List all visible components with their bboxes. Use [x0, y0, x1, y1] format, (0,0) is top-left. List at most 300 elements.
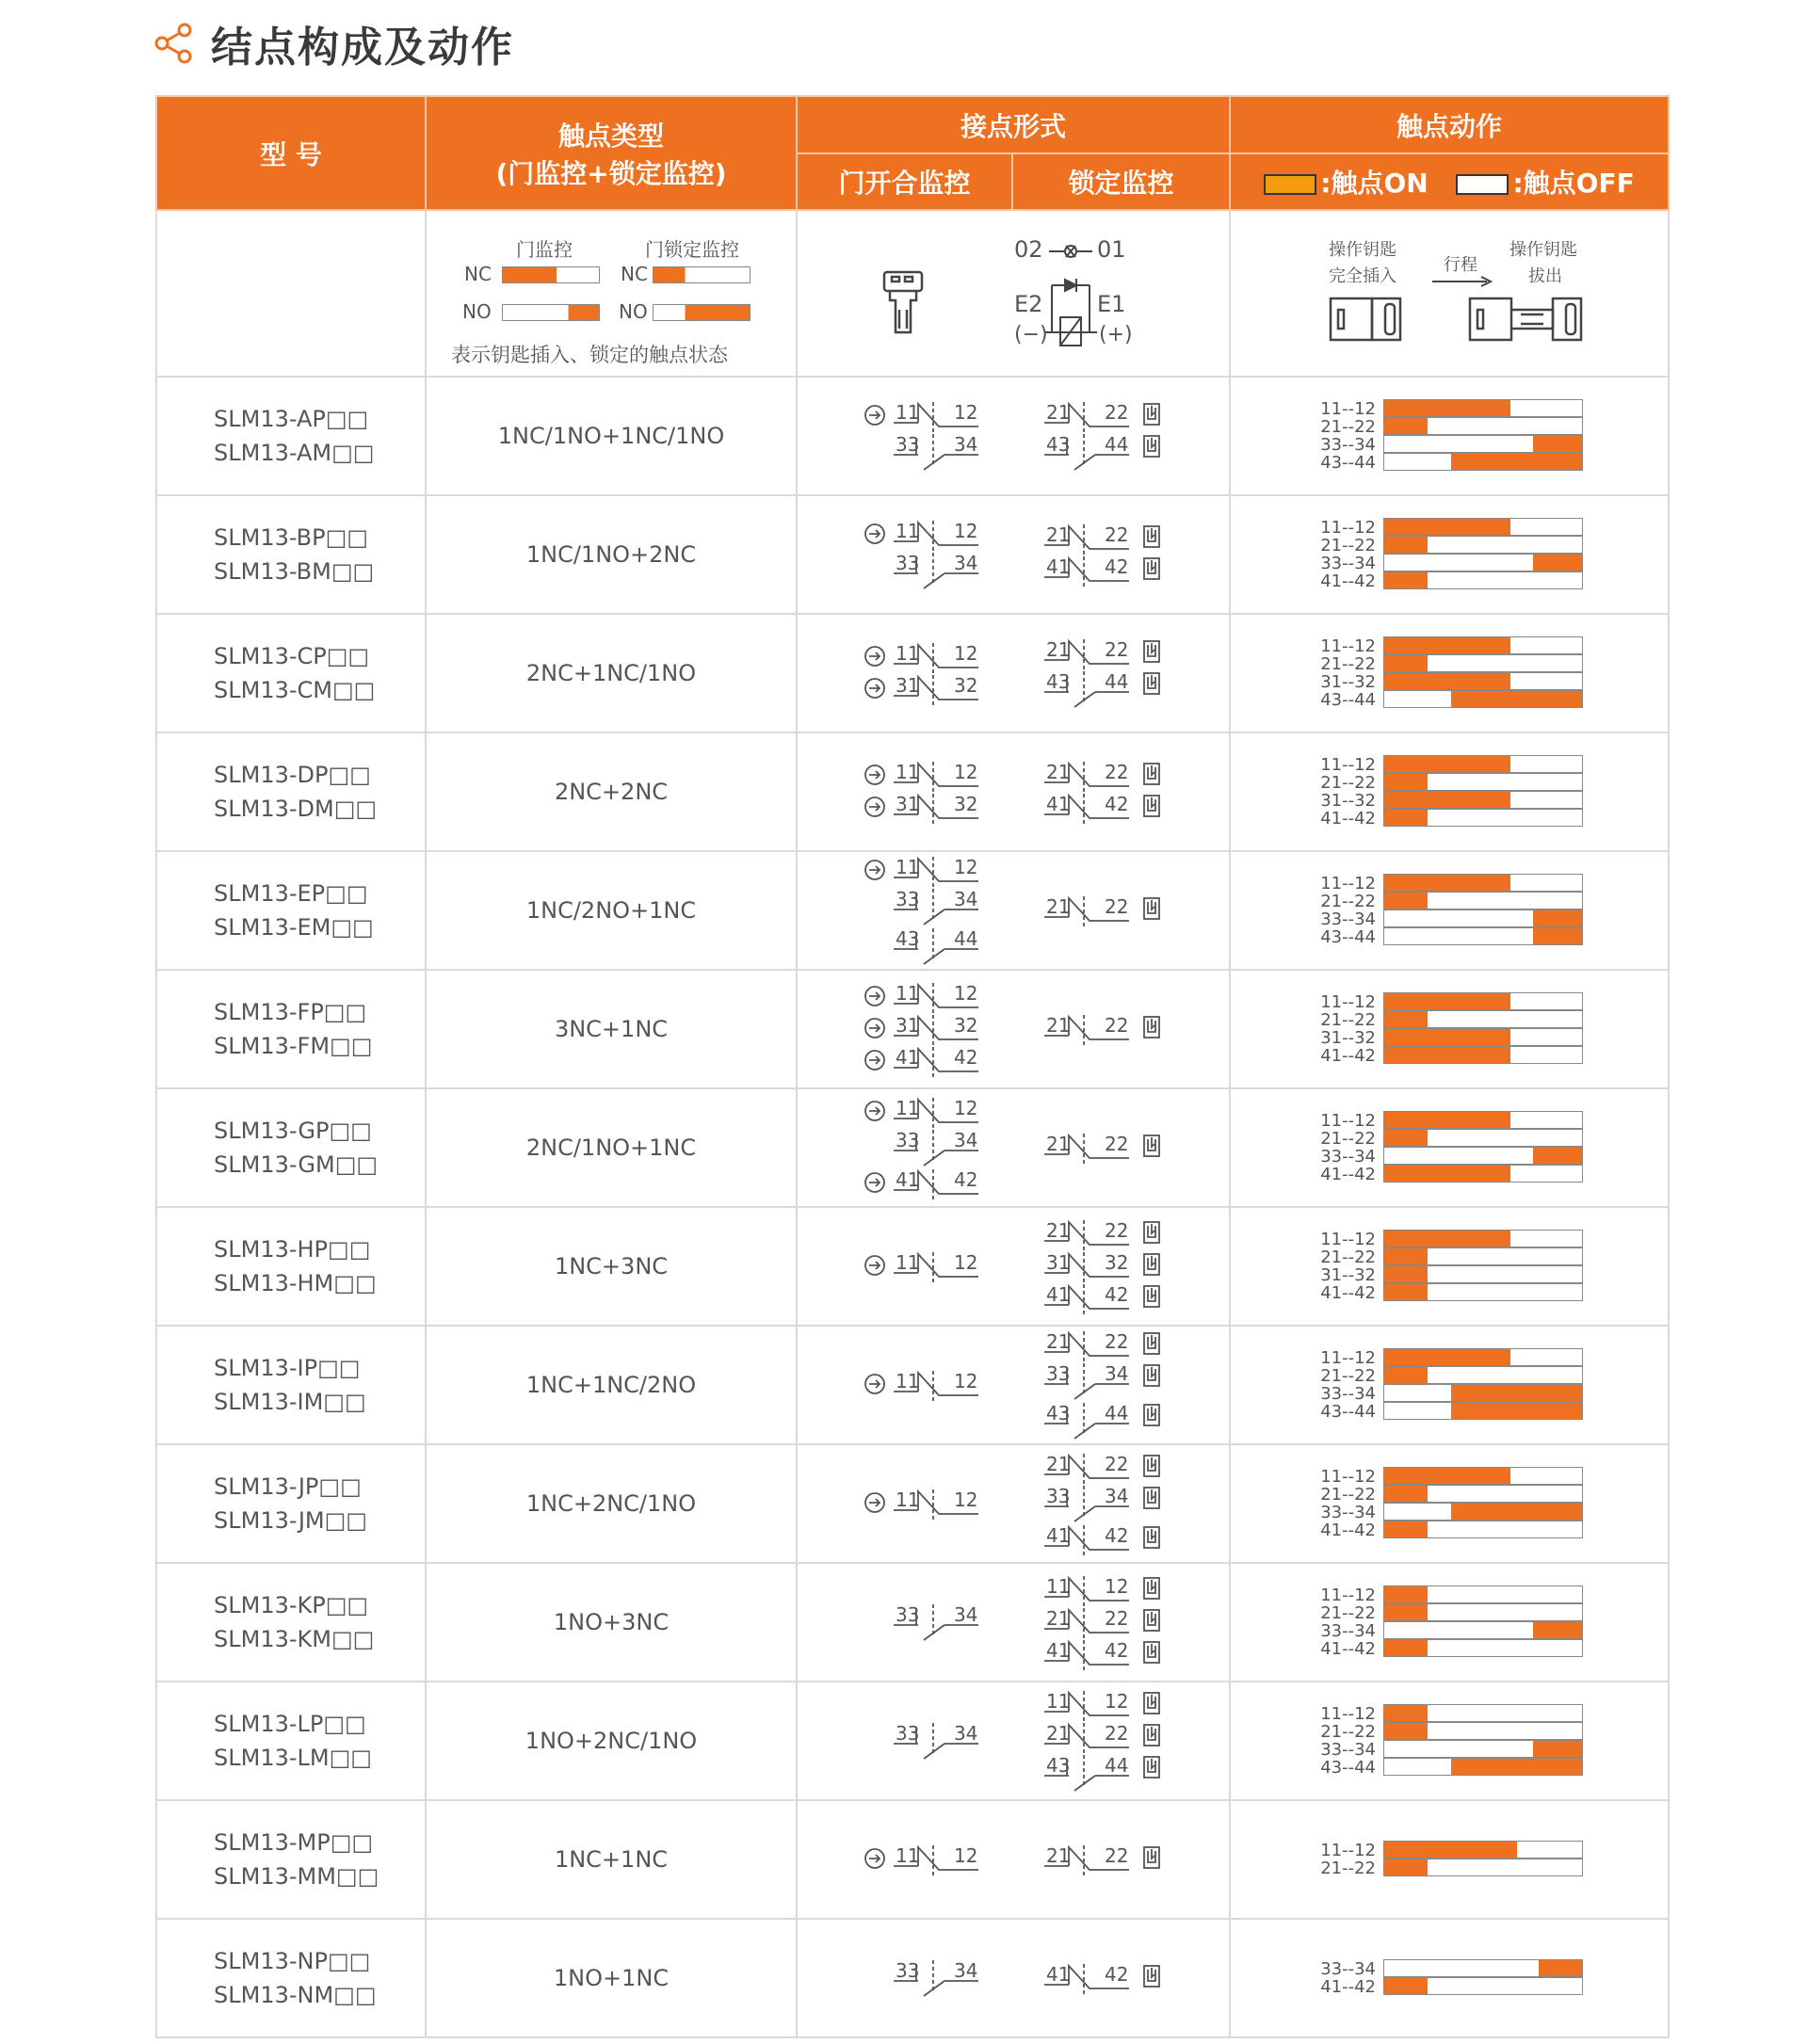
door-contacts [864, 1445, 995, 1562]
terminal-label: 34 [954, 1722, 978, 1745]
action-bar-on-segment [1384, 993, 1510, 1009]
no-contact-symbol [1014, 432, 1165, 472]
action-bar-row [1316, 910, 1583, 928]
action-bar-row [1316, 1166, 1583, 1183]
terminal-label: 34 [954, 1129, 978, 1151]
action-bar [1383, 755, 1583, 773]
model-cell [156, 495, 426, 614]
nc-contact-symbol [1014, 1843, 1165, 1875]
lock-monitor-icon [1144, 1757, 1159, 1778]
action-bar-on-segment [1384, 1486, 1428, 1502]
terminal-label: 41 [1046, 1524, 1071, 1547]
action-bar-on-segment [1451, 1385, 1582, 1401]
terminal-label: 21 [1046, 1844, 1071, 1867]
table-row [156, 732, 1669, 851]
positive-opening-icon [865, 1019, 884, 1038]
action-bar-label: 21--22 [1320, 1722, 1377, 1742]
action-bar-label: 21--22 [1320, 773, 1377, 793]
action-bar-label: 11--12 [1320, 992, 1377, 1012]
contact-action-cell [1230, 1800, 1669, 1919]
action-bar-label: 21--22 [1320, 892, 1377, 911]
action-bar-on-segment [1384, 774, 1428, 790]
terminal-label: 42 [1105, 1524, 1129, 1547]
no-contact-symbol [864, 887, 995, 926]
lock-monitor-icon [1144, 641, 1159, 662]
terminal-label: 32 [1105, 1251, 1129, 1274]
header-contact-type-sub: (门监控+锁定监控) [495, 157, 727, 189]
terminal-label: 33 [896, 1959, 920, 1982]
nc-contact-symbol [1014, 1218, 1165, 1250]
action-bar-on-segment [1533, 555, 1583, 571]
action-bar [1383, 399, 1583, 417]
no-contact-symbol [864, 432, 995, 472]
lock-monitor-icon [1144, 1488, 1159, 1508]
action-bar-on-segment [1384, 1978, 1428, 1994]
nc-contact-symbol [1014, 1606, 1165, 1638]
door-contacts [864, 496, 995, 613]
action-bar-label: 33--34 [1320, 1147, 1377, 1167]
action-bars [1316, 519, 1583, 590]
action-bar-on-segment [1384, 875, 1510, 891]
positive-opening-icon [865, 1102, 884, 1120]
contact-action-cell [1230, 732, 1669, 851]
key-icon [882, 270, 924, 336]
lock-monitor-icon [1144, 796, 1159, 816]
terminal-label: 22 [1105, 1330, 1129, 1353]
action-bar-label: 21--22 [1320, 1366, 1377, 1386]
terminal-label: 42 [954, 1168, 978, 1191]
terminal-label: 11 [896, 1370, 920, 1392]
lock-contacts [1014, 1089, 1165, 1206]
action-bar-label: 11--12 [1320, 1467, 1377, 1487]
terminal-label: 21 [1046, 1453, 1071, 1475]
nc-contact-symbol [1014, 1132, 1165, 1164]
terminal-label: 32 [954, 674, 978, 697]
action-bar-label: 21--22 [1320, 417, 1377, 437]
action-bar [1383, 1247, 1583, 1265]
terminal-label: 11 [896, 1097, 920, 1119]
door-contacts [864, 615, 995, 732]
action-bar-on-segment [1384, 1047, 1510, 1063]
terminal-label: 34 [954, 1603, 978, 1626]
lock-monitor-icon [1144, 1610, 1159, 1631]
contact-type-cell: 1NO+3NC [426, 1563, 797, 1682]
contact-form-cell [797, 1326, 1230, 1444]
action-bar-row [1316, 1486, 1583, 1504]
action-bar [1383, 1147, 1583, 1165]
action-bar-row [1316, 1029, 1583, 1047]
model-p: SLM13-LP□□ [214, 1711, 366, 1737]
action-bar [1383, 690, 1583, 708]
terminal-label: 34 [954, 552, 978, 574]
contact-action-cell [1230, 970, 1669, 1088]
legend-no-bar-lock [653, 304, 751, 321]
model-m: SLM13-FM□□ [214, 1033, 373, 1059]
nc-contact-symbol [1014, 1721, 1165, 1753]
lock-monitor-icon [1144, 764, 1159, 784]
nc-contact-symbol [864, 760, 995, 792]
positive-opening-icon [865, 679, 884, 698]
action-bars [1316, 993, 1583, 1065]
model-p: SLM13-KP□□ [214, 1592, 369, 1618]
contact-action-cell [1230, 1326, 1669, 1444]
contact-action-cell [1230, 1444, 1669, 1563]
action-bar-label: 41--42 [1320, 1639, 1377, 1659]
action-bar-on-segment [1384, 1029, 1510, 1045]
positive-opening-icon [865, 647, 884, 666]
action-bar-on-segment [1384, 1521, 1428, 1537]
terminal-label: 34 [954, 433, 978, 456]
action-bar [1383, 1028, 1583, 1046]
terminal-label: 12 [954, 1370, 978, 1392]
action-bar [1383, 518, 1583, 536]
terminal-label: 34 [1105, 1362, 1129, 1385]
contact-type-cell: 1NC+2NC/1NO [426, 1444, 797, 1563]
nc-contact-symbol [1014, 400, 1165, 432]
action-bar [1383, 1165, 1583, 1183]
contact-type-cell: 1NC+1NC/2NO [426, 1326, 797, 1444]
action-bar [1383, 1111, 1583, 1129]
model-m: SLM13-JM□□ [214, 1507, 367, 1534]
contact-form-cell [797, 1800, 1230, 1919]
nc-contact-symbol [1014, 1638, 1165, 1670]
terminal-label: 33 [1046, 1485, 1071, 1507]
nc-contact-symbol [864, 792, 995, 824]
header-on-off-legend [1230, 153, 1669, 210]
action-bar [1383, 1265, 1583, 1283]
action-bar [1383, 1230, 1583, 1247]
terminal-label: 43 [1046, 1754, 1071, 1777]
action-bar-on-segment [1533, 928, 1583, 944]
action-bar-label: 33--34 [1320, 909, 1377, 929]
legend-stroke: 行程 [1444, 254, 1478, 275]
lock-monitor-icon [1144, 1966, 1159, 1987]
indicator-lamp-icon [1047, 240, 1094, 263]
positive-opening-icon [865, 1051, 884, 1070]
header-contact-action: 触点动作 [1230, 96, 1669, 153]
action-bar-label: 11--12 [1320, 518, 1377, 538]
model-p: SLM13-BP□□ [214, 524, 368, 551]
action-bar [1383, 1485, 1583, 1503]
contact-action-cell [1230, 1088, 1669, 1207]
action-bar-row [1316, 1367, 1583, 1385]
action-bar-label: 43--44 [1320, 690, 1377, 710]
page-title: 结点构成及动作 [211, 24, 514, 72]
action-bar [1383, 1959, 1583, 1977]
action-bar-label: 33--34 [1320, 1503, 1377, 1522]
action-bar-on-segment [1533, 910, 1583, 926]
action-bar [1383, 1585, 1583, 1603]
action-bars [1316, 637, 1583, 709]
action-bar-on-segment [1384, 1231, 1510, 1247]
terminal-label: 22 [1105, 1844, 1129, 1867]
lock-contacts [1014, 971, 1165, 1087]
action-bar-label: 11--12 [1320, 399, 1377, 419]
no-contact-symbol [864, 1958, 995, 1998]
action-bar-row [1316, 1266, 1583, 1284]
legend-door-lock-label: 门锁定监控 [645, 237, 739, 261]
terminal-label: 11 [1046, 1690, 1071, 1713]
terminal-label: 11 [896, 1844, 920, 1867]
terminal-label: 31 [896, 793, 920, 815]
table-row [156, 1444, 1669, 1563]
action-bar [1383, 1621, 1583, 1639]
action-bar [1383, 892, 1583, 909]
lock-contacts [1014, 1327, 1165, 1443]
lock-monitor-icon [1144, 1456, 1159, 1476]
positive-opening-icon [865, 1173, 884, 1192]
lock-contacts [1014, 733, 1165, 850]
terminal-label: 12 [954, 856, 978, 878]
lock-monitor-icon [1144, 1847, 1159, 1868]
door-contacts [864, 1089, 995, 1206]
action-bar-on-segment [1384, 1723, 1428, 1739]
lock-monitor-icon [1144, 1527, 1159, 1548]
terminal-label: 44 [1105, 1754, 1129, 1777]
contact-type-cell: 2NC+2NC [426, 732, 797, 851]
terminal-label: 12 [1105, 1575, 1129, 1598]
positive-opening-icon [865, 1849, 884, 1868]
model-p: SLM13-FP□□ [214, 999, 367, 1025]
legend-nc-2: NC [621, 262, 648, 285]
action-bar [1383, 672, 1583, 690]
lock-monitor-icon [1144, 1693, 1159, 1714]
positive-opening-icon [865, 1256, 884, 1275]
model-m: SLM13-LM□□ [214, 1745, 372, 1771]
action-bar [1383, 1366, 1583, 1384]
terminal-label: 11 [896, 1251, 920, 1274]
action-bar [1383, 554, 1583, 571]
contact-action-cell [1230, 1919, 1669, 2037]
terminal-label: 33 [896, 433, 920, 456]
contact-type-cell: 1NC+3NC [426, 1207, 797, 1326]
action-bar-on-segment [1384, 756, 1510, 772]
contact-type-cell: 3NC+1NC [426, 970, 797, 1088]
action-bar-label: 41--42 [1320, 1046, 1377, 1066]
nc-contact-symbol [1014, 1329, 1165, 1361]
on-label: :触点ON [1320, 168, 1429, 199]
contact-type-cell: 1NC+1NC [426, 1800, 797, 1919]
action-bar-label: 11--12 [1320, 755, 1377, 775]
action-bar-label: 33--34 [1320, 1740, 1377, 1760]
contact-type-cell: 1NO+1NC [426, 1919, 797, 2037]
legend-nc-bar-door [502, 266, 600, 283]
action-bar-row [1316, 555, 1583, 572]
header-contact-type-label: 触点类型 [557, 120, 664, 152]
model-cell [156, 1800, 426, 1919]
action-bar-row [1316, 1705, 1583, 1723]
action-bar-on-segment [1384, 673, 1510, 689]
header-lock-monitor: 锁定监控 [1012, 153, 1230, 210]
terminal-label: 21 [1046, 523, 1071, 546]
action-bar [1383, 1977, 1583, 1995]
table-row [156, 970, 1669, 1088]
action-bar [1383, 1402, 1583, 1420]
no-contact-symbol [1014, 669, 1165, 709]
action-bar-label: 11--12 [1320, 1111, 1377, 1131]
contact-form-cell [797, 970, 1230, 1088]
action-bar-row [1316, 1842, 1583, 1859]
terminal-label: 31 [1046, 1251, 1071, 1274]
legend-inserted-1: 操作钥匙 [1329, 239, 1397, 260]
terminal-label: 33 [896, 888, 920, 910]
terminal-label: 11 [896, 401, 920, 424]
table-row [156, 377, 1669, 495]
nc-contact-symbol [1014, 792, 1165, 824]
lock-monitor-icon [1144, 1222, 1159, 1243]
model-m: SLM13-CM□□ [214, 677, 376, 703]
door-contacts [864, 1564, 995, 1681]
action-bar [1383, 636, 1583, 654]
model-cell [156, 732, 426, 851]
action-bar-row [1316, 1978, 1583, 1996]
lock-contacts [1014, 1208, 1165, 1325]
model-p: SLM13-AP□□ [214, 406, 369, 432]
lock-monitor-icon [1144, 1642, 1159, 1663]
contact-type-cell: 2NC+1NC/1NO [426, 614, 797, 732]
action-bar-row [1316, 1403, 1583, 1421]
terminal-label: 12 [954, 982, 978, 1005]
legend-e2: E2 [1014, 290, 1043, 317]
model-p: SLM13-EP□□ [214, 880, 368, 907]
action-bar-row [1316, 436, 1583, 454]
terminal-label: 12 [954, 1251, 978, 1274]
terminal-label: 12 [1105, 1690, 1129, 1713]
action-bar [1383, 1046, 1583, 1064]
action-bar-label: 31--32 [1320, 791, 1377, 811]
action-bar-label: 43--44 [1320, 1402, 1377, 1422]
legend-inserted-2: 完全插入 [1329, 266, 1397, 286]
contact-form-cell [797, 495, 1230, 614]
terminal-label: 42 [1105, 1963, 1129, 1986]
action-bar-on-segment [1384, 400, 1510, 416]
lock-monitor-icon [1144, 558, 1159, 579]
model-cell [156, 851, 426, 970]
contact-form-cell [797, 1919, 1230, 2037]
nc-contact-symbol [864, 1013, 995, 1045]
lock-contacts [1014, 1801, 1165, 1918]
nc-contact-symbol [1014, 894, 1165, 926]
action-bar-label: 21--22 [1320, 654, 1377, 674]
model-m: SLM13-DM□□ [214, 796, 378, 822]
action-bar [1383, 992, 1583, 1010]
legend-no-bar-door [502, 304, 600, 321]
contact-form-cell [797, 1207, 1230, 1326]
model-m: SLM13-EM□□ [214, 914, 374, 941]
action-bar-on-segment [1384, 1011, 1428, 1027]
action-bar-on-segment [1384, 655, 1428, 671]
legend-door-label: 门监控 [516, 237, 573, 261]
door-contacts [864, 1801, 995, 1918]
action-bar [1383, 1467, 1583, 1485]
contact-type-cell: 1NO+2NC/1NO [426, 1682, 797, 1800]
contact-type-cell: 2NC/1NO+1NC [426, 1088, 797, 1207]
action-bar-on-segment [1384, 1705, 1428, 1721]
action-bar-on-segment [1533, 1622, 1583, 1638]
header-contact-form: 接点形式 [797, 96, 1230, 153]
legend-removed-1: 操作钥匙 [1509, 239, 1578, 260]
nc-contact-symbol [864, 1488, 995, 1520]
lock-contacts [1014, 496, 1165, 613]
model-p: SLM13-IP□□ [214, 1355, 361, 1381]
model-cell [156, 1207, 426, 1326]
lock-monitor-icon [1144, 404, 1159, 425]
nc-contact-symbol [864, 641, 995, 673]
model-m: SLM13-BM□□ [214, 558, 375, 585]
terminal-label: 41 [896, 1046, 920, 1069]
action-bar [1383, 654, 1583, 672]
action-bar-row [1316, 893, 1583, 910]
lock-contacts [1014, 1920, 1165, 2036]
section-title [153, 13, 514, 73]
contact-form-cell [797, 851, 1230, 970]
model-m: SLM13-NM□□ [214, 1982, 377, 2008]
model-cell [156, 1444, 426, 1563]
model-cell [156, 1326, 426, 1444]
lock-monitor-icon [1144, 1725, 1159, 1746]
legend-no-2: NO [619, 299, 648, 323]
action-bar-row [1316, 537, 1583, 555]
terminal-label: 33 [896, 1603, 920, 1626]
contact-action-cell [1230, 1563, 1669, 1682]
terminal-label: 33 [896, 1129, 920, 1151]
no-contact-symbol [864, 551, 995, 590]
terminal-label: 21 [1046, 638, 1071, 661]
terminal-label: 33 [1046, 1362, 1071, 1385]
positive-opening-icon [865, 765, 884, 784]
terminal-label: 22 [1105, 1607, 1129, 1630]
action-bar [1383, 453, 1583, 471]
contact-type-cell: 1NC/2NO+1NC [426, 851, 797, 970]
lock-monitor-icon [1144, 1365, 1159, 1386]
table-row [156, 495, 1669, 614]
model-m: SLM13-GM□□ [214, 1151, 379, 1178]
table-row [156, 1563, 1669, 1682]
legend-nc-1: NC [464, 262, 492, 285]
action-bar-label: 33--34 [1320, 435, 1377, 455]
lock-contacts [1014, 378, 1165, 494]
action-bar-on-segment [1384, 1859, 1428, 1875]
action-bar-label: 21--22 [1320, 1129, 1377, 1149]
model-m: SLM13-HM□□ [214, 1270, 377, 1296]
action-bar-on-segment [1451, 691, 1582, 707]
terminal-label: 22 [1105, 1722, 1129, 1745]
nc-contact-symbol [864, 1369, 995, 1401]
action-bar [1383, 874, 1583, 892]
legend-e1: E1 [1097, 290, 1126, 317]
legend-model-cell [156, 210, 426, 377]
lock-contacts [1014, 1445, 1165, 1562]
action-bar-row [1316, 454, 1583, 472]
legend-contact-type-cell [426, 210, 797, 377]
action-bar [1383, 1521, 1583, 1538]
action-bar-label: 21--22 [1320, 1485, 1377, 1505]
lock-monitor-icon [1144, 1286, 1159, 1307]
action-bar-on-segment [1384, 1112, 1510, 1128]
terminal-label: 11 [896, 520, 920, 542]
action-bar-on-segment [1384, 519, 1510, 535]
action-bar [1383, 435, 1583, 453]
header-contact-type [426, 96, 797, 210]
action-bar-label: 21--22 [1320, 1010, 1377, 1030]
terminal-label: 21 [1046, 401, 1071, 424]
door-contacts [864, 971, 995, 1087]
nc-contact-symbol [864, 1045, 995, 1077]
action-bar-row [1316, 1385, 1583, 1403]
action-bar-row [1316, 1130, 1583, 1148]
action-bar-on-segment [1539, 1960, 1582, 1976]
nc-contact-symbol [1014, 1523, 1165, 1555]
